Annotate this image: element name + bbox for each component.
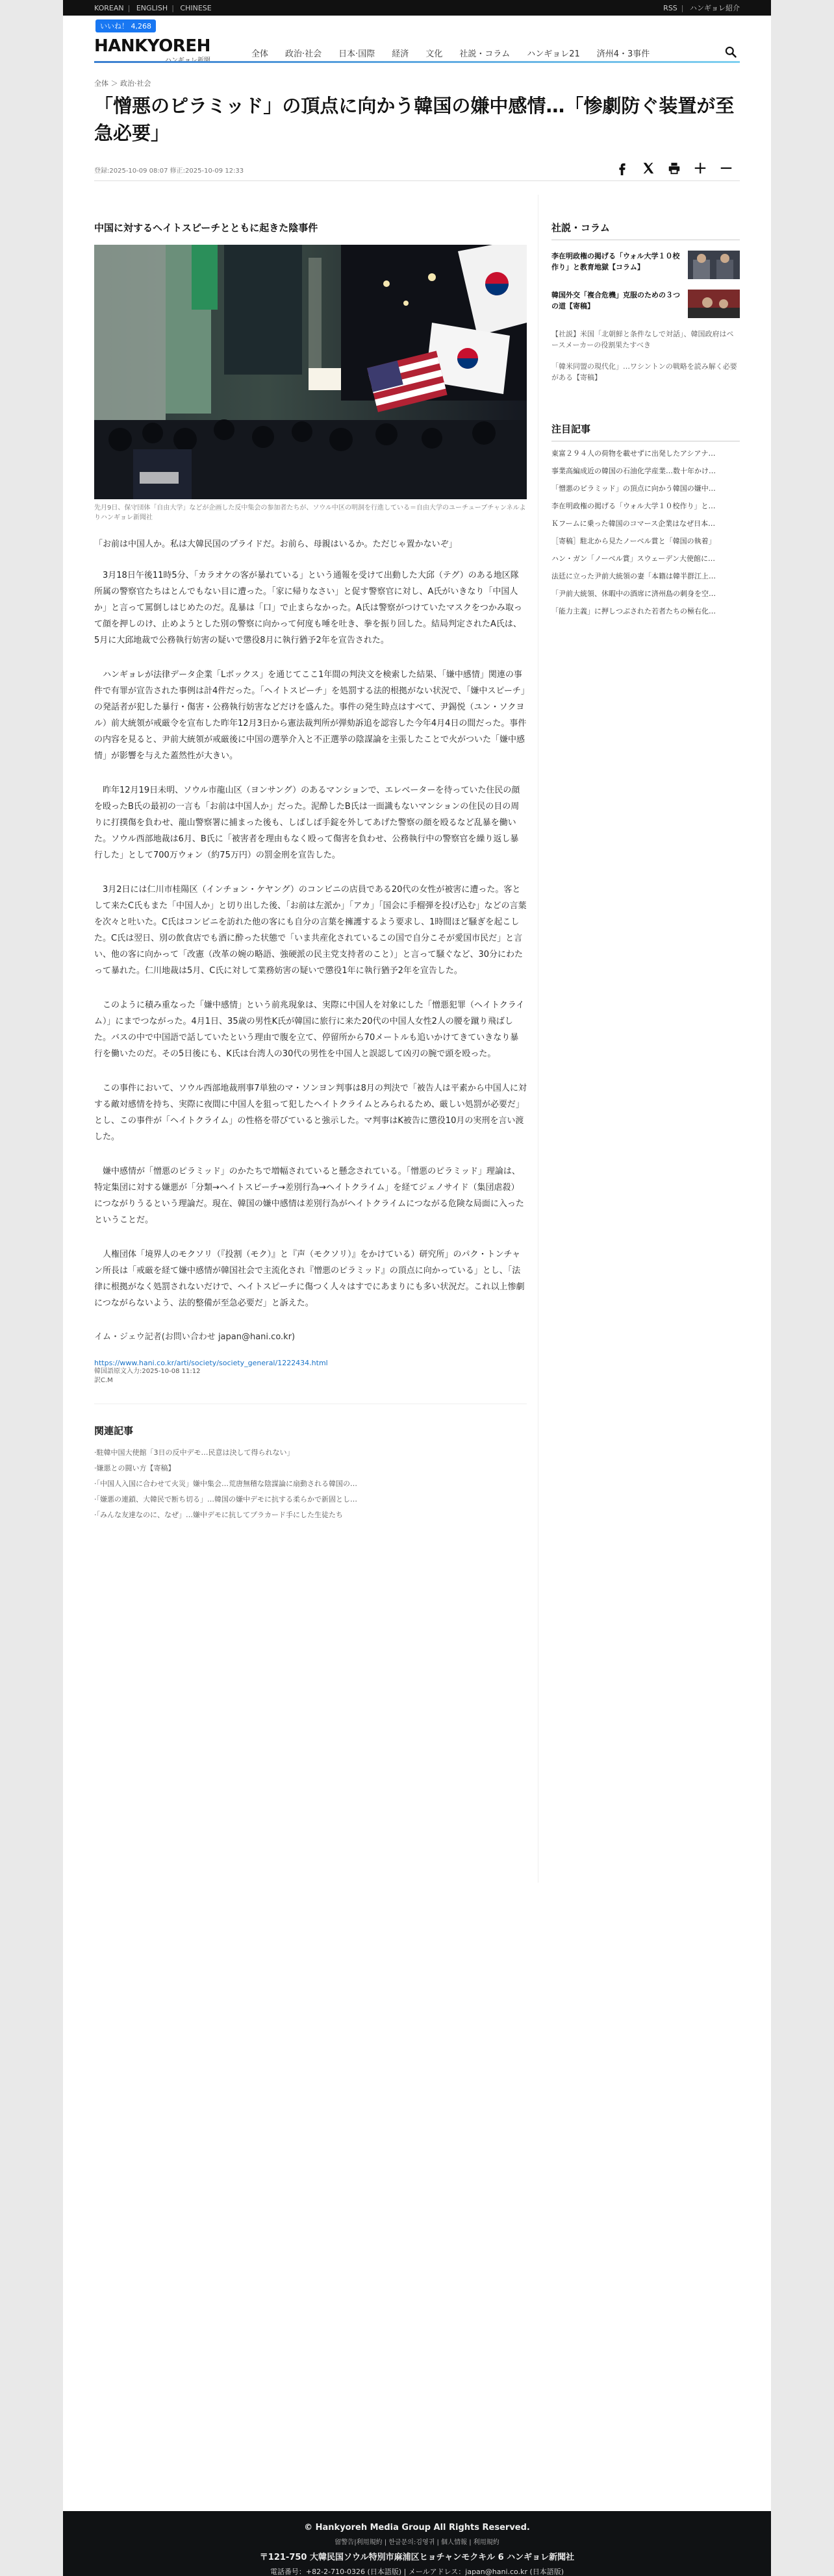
article-paragraph: 人権団体「境界人のモクソリ（『投割（モク）』と『声（モクソリ）』をかけている）研究所」のパク・トンチャン所長は「戒厳を経て嫌中感情が韓国社会で主流化され『憎悪のピラミッド』の頂点に向かっている」とし、「法律に根拠がなく処罰されないだけで、ヘイトスピーチに傷つく人々はすでにあまりにも多い状況だ。これ以上惨劇につながらないよう、法的整備が至急必要だ」と訴えた。 — [94, 1250, 525, 1308]
popular-item[interactable]: 「能力主義」に押しつぶされた若者たちの極右化… — [551, 607, 716, 615]
popular-item[interactable]: 李在明政権の掲げる「ウォル大学１０校作り」と… — [551, 502, 716, 510]
popular-item[interactable]: 法廷に立った尹前大統領の妻「本籍は韓半群江上… — [551, 572, 716, 580]
sidebar-text-item[interactable]: 「韓米同盟の現代化」…ワシントンの戦略を読み解く必要がある【寄稿】 — [551, 362, 737, 382]
footer-copyright: © Hankyoreh Media Group All Rights Reserved. — [304, 2523, 530, 2533]
sidebar-column-title: 社説・コラム — [551, 221, 740, 240]
header-divider — [94, 180, 740, 181]
article-photo — [94, 245, 527, 499]
original-url-link[interactable]: https://www.hani.co.kr/arti/society/society_general/1222434.html — [94, 1359, 328, 1367]
column-item-title: 李在明政権の掲げる「ウォル大学１０校作り」と教育地獄【コラム】 — [551, 252, 680, 271]
popular-title: 注目記事 — [551, 422, 740, 441]
article-title: 「憎悪のピラミッド」の頂点に向かう韓国の嫌中感情…「惨劇防ぐ装置が至急必要」 — [94, 95, 735, 144]
article-paragraph: 3月2日には仁川市桂陽区（インチョン・ケヤング）のコンビニの店員である20代の女性が被害に遭った。客として来たC氏もまた「中国人か」と切り出した後、「お前は左派か」「アカ」「国会に手榴弾を投げ込む」などの言葉を次々と吐いた。C氏はコンビニを訪れた他の客にも自分の言葉を擁護するよう要求し、1時間ほど騒ぎを起こした。C氏は翌日、別の飲食店でも酒に酔った状態で「いま共産化されているこの国で自分こそが愛国市民だ」と言い、他の客に向かって「改憲（改革の婉の略語、強硬派の民主党支持者のこと）」と言って騒ぐなど、30分にわたって暴れた。仁川地裁は5月、C氏に対して業務妨害の疑いで懲役1年に執行猶予2年を宣告した。 — [94, 885, 527, 976]
article-paragraph: この事件において、ソウル西部地裁刑事7単独のマ・ソンヨン判事は8月の判決で「被告人は平素から中国人に対する敵対感情を持ち、実際に夜間に中国人を狙って犯したヘイトクライムとみられるため、厳しい処罰が必要だ」とし、この事件が「ヘイトクライム」の性格を帯びていると強示した。マ判事はK被告に懲役10月の実刑を言い渡した。 — [94, 1084, 527, 1142]
main-nav — [251, 47, 666, 59]
site-logo[interactable] — [94, 36, 210, 64]
related-item[interactable]: ·「嫌悪の連鎖、大韓民で断ち切る」…韓国の嫌中デモに抗する柔らかで新固とし… — [94, 1495, 357, 1504]
related-articles — [94, 1404, 527, 1523]
nav-economy[interactable]: 経済 — [392, 49, 409, 59]
column-item[interactable] — [551, 290, 740, 318]
nav-hankyoreh21[interactable]: ハンギョレ21 — [527, 49, 580, 59]
popular-item[interactable]: 「憎悪のピラミッド」の頂点に向かう韓国の嫌中… — [551, 484, 716, 493]
site-header — [63, 16, 771, 78]
footer-contact: 電話番号：+82-2-710-0326 (日本語版) | メールアドレス：japan@hani.co.kr (日本語版) — [270, 2568, 564, 2576]
top-right-links: RSS | ハンギョレ紹介 — [663, 4, 740, 12]
related-item[interactable]: ·嫌悪との闘い方【寄稿】 — [94, 1464, 175, 1472]
nav-international[interactable]: 日本·国際 — [338, 49, 375, 59]
article-quote: 「お前は中国人か。私は大韓民国のプライドだ。お前ら、母親はいるか。ただじゃ置かないぞ」 — [94, 539, 457, 549]
popular-articles — [551, 422, 740, 617]
facebook-icon[interactable] — [615, 161, 629, 175]
nav-all[interactable]: 全体 — [251, 49, 269, 59]
article-meta: 登録:2025-10-09 08:07 修正:2025-10-09 12:33 — [94, 167, 244, 175]
sidebar-text-item[interactable]: 【社説】米国「北朝鮮と条件なしで対話」、韓国政府はペースメーカーの役割果たすべき — [551, 330, 734, 349]
article-subheading: 中国に対するヘイトスピーチとともに起きた陰事件 — [94, 222, 318, 234]
search-icon[interactable] — [724, 45, 737, 58]
top-strip — [63, 0, 771, 16]
font-decrease-icon[interactable] — [719, 161, 733, 175]
popular-item[interactable]: 事業高編成近の韓国の石油化学産業…数十年かけ… — [551, 467, 716, 475]
related-title: 関連記事 — [94, 1425, 134, 1437]
popular-item[interactable]: Ｋフームに乗った韓国のコマース企業はなぜ日本… — [551, 519, 716, 528]
header-accent-bar — [94, 61, 740, 63]
article-paragraph: 3月18日午後11時5分、「カラオケの客が暴れている」という通報を受けて出動した大邱（テグ）のある地区隊所属の警察官たちはとんでもない目に遭った。「家に帰りなさい」と促す警察官に対し、A氏がいきなり「中国人か」と言って罵倒しはじめたのだ。乱暴は「口」で止まらなかった。A氏は警察がつけていたマスクをつかみ取って顔を押しのけ、止めようとした別の警察に向かって何度も唾を吐き、拳を振り回した。結局判定されたA氏は、5月に大邱地裁で公務執行妨害の疑いで懲役8月に執行猶予2年を宣告された。 — [94, 571, 522, 645]
rss-link[interactable]: RSS — [663, 4, 677, 12]
nav-politics[interactable]: 政治·社会 — [285, 49, 322, 59]
related-item[interactable]: ·駐韓中国大使館「3日の反中デモ…民意は決して得られない」 — [94, 1448, 294, 1457]
related-item[interactable]: ·「中国人入国に合わせて火災」嫌中集会…荒唐無稽な陰謀論に扇動される韓国の… — [94, 1480, 357, 1488]
popular-item[interactable]: 「尹前大統領、休暇中の酒席に済州島の刺身を空… — [551, 589, 716, 598]
sidebar — [551, 221, 740, 617]
original-date: 韓国語原文入力:2025-10-08 11:12 — [94, 1368, 201, 1375]
popular-item[interactable]: ハン・ガン「ノーベル賞」スウェーデン大使館に… — [551, 554, 716, 563]
related-item[interactable]: ·「みんな友達なのに、なぜ」…嫌中デモに抗してプラカード手にした生徒たち — [94, 1511, 343, 1519]
column-thumbnail — [688, 251, 740, 279]
about-link[interactable]: ハンギョレ紹介 — [690, 4, 740, 12]
popular-item[interactable]: 東富２９４人の荷物を載せずに出発したアシアナ… — [551, 449, 716, 458]
like-label: いいね！ 4,268 — [100, 22, 151, 31]
column-item[interactable] — [551, 251, 740, 279]
lang-korean[interactable]: KOREAN — [94, 3, 124, 12]
protest-photo-illustration — [94, 245, 527, 499]
language-links: KOREAN | ENGLISH | CHINESE — [94, 3, 212, 12]
article-paragraph: 昨年12月19日未明、ソウル市龍山区（ヨンサング）のあるマンションで、エレベーターを待っていた住民の顔を殴ったB氏の最初の一言も「お前は中国人か」だった。泥酔したB氏は一面識もないマンションの住民の目の周りに打撲傷を負わせ、龍山警察署に捕まった後も、しばしば手錠を外してあげた警察の顔を殴るなど乱暴を働いた。ソウル西部地裁は6月、B氏に「被害者を理由もなく殴って傷害を負わせ、公務執行中の警察官を繰り返し暴行した」として700万ウォン（約75万円）の罰金刑を宣告した。 — [94, 786, 520, 860]
site-footer — [63, 2511, 771, 2576]
nav-culture[interactable]: 文化 — [425, 49, 443, 59]
logo-text: HANKYOREH — [94, 36, 210, 56]
page — [63, 0, 771, 2576]
font-increase-icon[interactable] — [693, 161, 707, 175]
article-paragraph: ハンギョレが法律データ企業「Lボックス」を通じてここ1年間の判決文を検索した結果、「嫌中感情」関連の事件で有罪が宣告された事例は計4件だった。「ヘイトスピーチ」を処罰する法的根拠がない状況で、「嫌中スピーチ」の発話者が犯した暴行・傷害・公務執行妨害などだけを盛んた。事件の発生時点はすべて、尹錫悦（ユン・ソクヨル）前大統領が戒厳令を宣布した昨年12月3日から憲法裁判所が弾劾訴追を認容した今年4月4日の間だった。事件の内容を見ると、尹前大統領が戒厳後に中国の選挙介入と不正選挙の陰謀論を主張したことで火がついた「嫌中感情」が影響を与えた蓋然性が大きい。 — [94, 670, 527, 761]
translator: 訳C.M — [94, 1377, 113, 1384]
column-item-title: 韓国外交「複合危機」克服のための３つの道【寄稿】 — [551, 291, 680, 310]
article-body — [94, 195, 527, 1523]
share-tools — [615, 161, 733, 175]
footer-links[interactable]: 留警告|利用規約 | 한글문의:김영귀 | 個人情報 | 利用規約 — [335, 2539, 499, 2546]
article-paragraph: 嫌中感情が「憎悪のピラミッド」のかたちで増幅されていると懸念されている。「憎悪のピラミッド」理論は、特定集団に対する嫌悪が「分類→ヘイトスピーチ→差別行為→ヘイトクライム」を経てジェノサイド（集団虐殺）につながりうるという理論だ。現在、韓国の嫌中感情は差別行為がヘイトクライムにつながる危険な局面に入ったということだ。 — [94, 1167, 524, 1225]
lang-english[interactable]: ENGLISH — [136, 3, 168, 12]
nav-opinion[interactable]: 社説・コラム — [459, 49, 511, 59]
byline: イム・ジェウ記者(お問い合わせ japan@hani.co.kr) — [94, 1332, 296, 1342]
article-paragraph: このように積み重なった「嫌中感情」という前兆現象は、実際に中国人を対象にした「憎悪犯罪（ヘイトクライム）」にまでつながった。4月1日、35歳の男性K氏が韓国に旅行に来た20代の中国人女性2人の腰を蹴り飛ばした。バスの中で中国語で話していたという理由で腹を立て、停留所から70メートルも追いかけてきていきなり暴行を働いたのだ。その5日後にも、K氏は台湾人の30代の男性を中国人と誤認して凶刃の腕で頭を殴った。 — [94, 1000, 525, 1059]
breadcrumb[interactable]: 全体 ＞ 政治·社会 — [94, 79, 151, 88]
column-thumbnail — [688, 290, 740, 318]
footer-address: 〒121-750 大韓民国ソウル特別市麻浦区ヒョチャンモクキル 6 ハンギョレ新聞社 — [259, 2553, 575, 2562]
print-icon[interactable] — [667, 161, 681, 175]
x-icon[interactable] — [641, 161, 655, 175]
nav-jeju43[interactable]: 済州4・3事件 — [596, 49, 650, 59]
popular-item[interactable]: ［寄稿］駐北から見たノーベル賞と「韓国の執着」 — [551, 537, 716, 545]
lang-chinese[interactable]: CHINESE — [180, 3, 212, 12]
photo-caption: 先月9日、保守団体「自由大学」などが企画した反中集会の参加者たちが、ソウル中区の明洞を行進している＝自由大学のユーチューブチャンネルよりハンギョレ新聞社 — [94, 504, 526, 521]
like-button[interactable] — [95, 19, 156, 32]
